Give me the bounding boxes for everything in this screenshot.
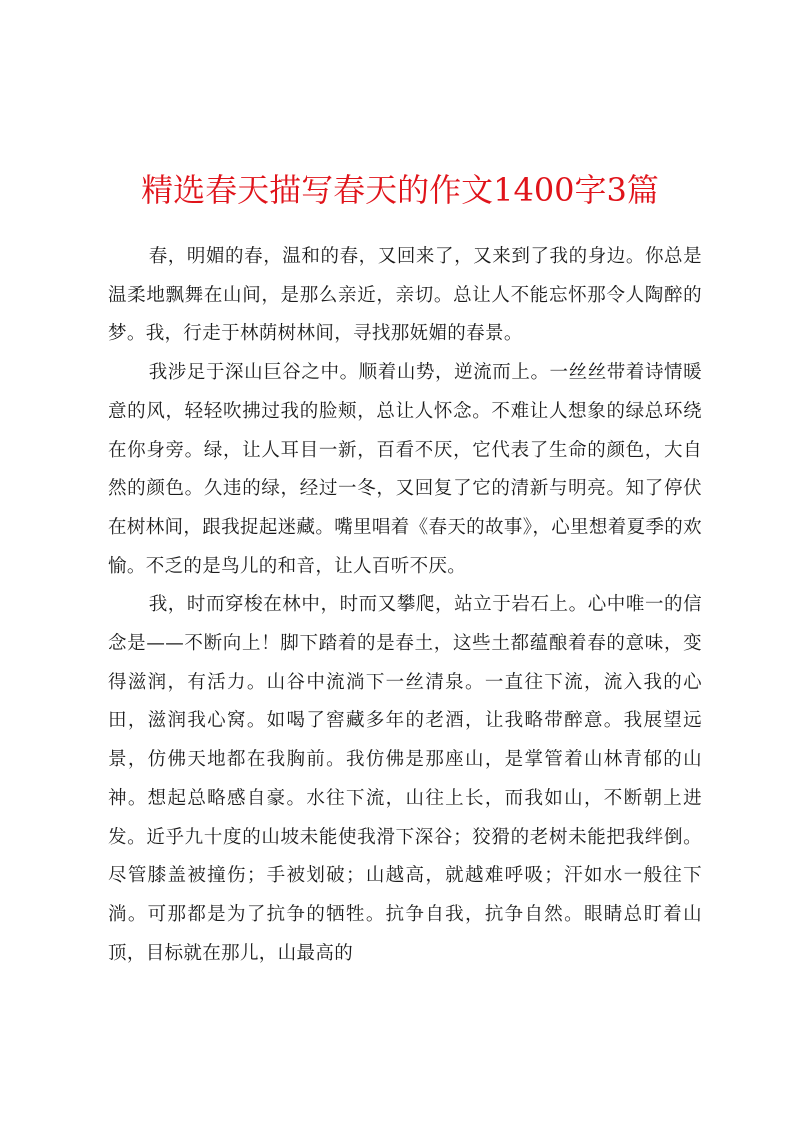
document-title: 精选春天描写春天的作文1400字3篇: [141, 171, 659, 209]
paragraph-2: 我涉足于深山巨谷之中。顺着山势，逆流而上。一丝丝带着诗情暖意的风，轻轻吹拂过我的脸颊，总让人怀念。不难让人想象的绿总环绕在你身旁。绿，让人耳目一新，百看不厌，它代表了生命的颜色，大自然的颜色。久违的绿，经过一冬，又回复了它的清新与明亮。知了停伏在树林间，跟我捉起迷藏。嘴里唱着《春天的故事》，心里想着夏季的欢愉。不乏的是鸟儿的和音，让人百听不厌。: [108, 362, 702, 577]
document-body: [108, 238, 702, 973]
paragraph-3: 我，时而穿梭在林中，时而又攀爬，站立于岩石上。心中唯一的信念是——不断向上！脚下踏着的是春土，这些土都蕴酿着春的意味，变得滋润，有活力。山谷中流淌下一丝清泉。一直往下流，流入我的心田，滋润我心窝。如喝了窖藏多年的老酒，让我略带醉意。我展望远景，仿佛天地都在我胸前。我仿佛是那座山，是掌管着山林青郁的山神。想起总略感自豪。水往下流，山往上长，而我如山，不断朝上进发。近乎九十度的山坡未能使我滑下深谷；狡猾的老树未能把我绊倒。尽管膝盖被撞伤；手被划破；山越高，就越难呼吸；汗如水一般往下淌。可那都是为了抗争的牺牲。抗争自我，抗争自然。眼睛总盯着山顶，目标就在那儿，山最高的: [108, 594, 702, 964]
paragraph-1: 春，明媚的春，温和的春，又回来了，又来到了我的身边。你总是温柔地飘舞在山间，是那么亲近，亲切。总让人不能忘怀那令人陶醉的梦。我，行走于林荫树林间，寻找那妩媚的春景。: [108, 246, 702, 345]
